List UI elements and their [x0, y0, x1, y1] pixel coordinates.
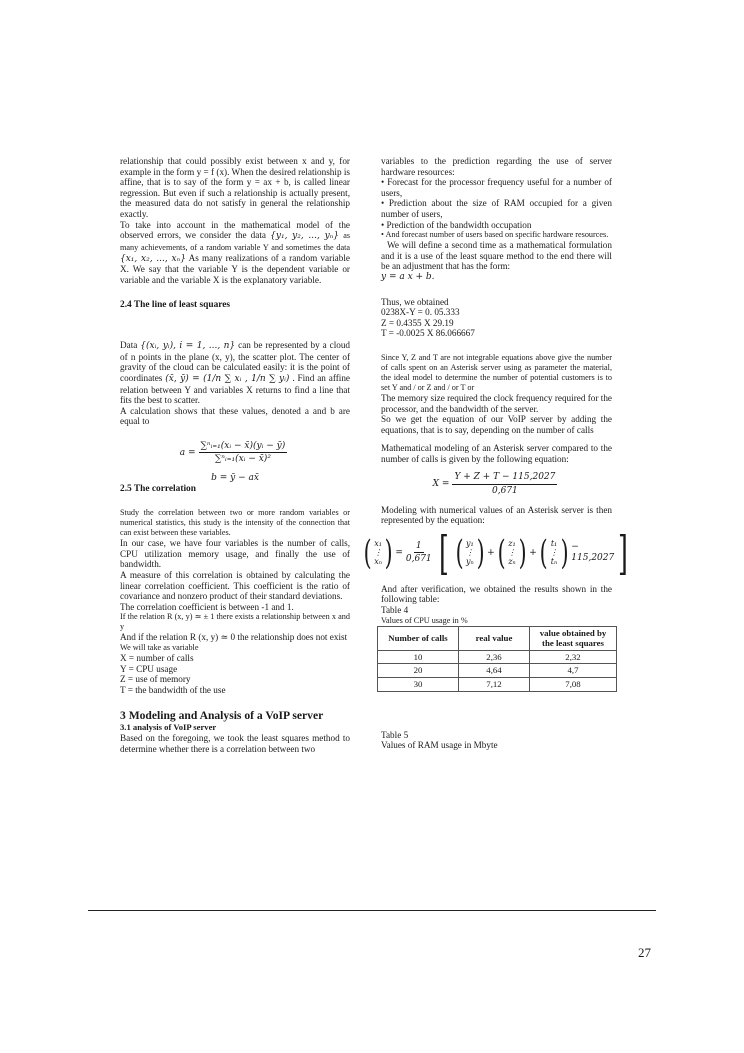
after-paragraph: And after verification, we obtained the results shown in the following table: — [381, 583, 612, 605]
calc-paragraph: A calculation shows that these values, denoted a and b are equal to — [120, 405, 350, 427]
corr-paragraph-f: And if the relation R (x, y) ≃ 0 the relationship does not exist — [120, 632, 348, 643]
errors-set-x: {x₁, x₂, ..., xₙ} — [120, 253, 186, 264]
obtained-item: Z = 0.4355 X 29.19 — [381, 317, 454, 328]
var-item: X = number of calls — [120, 653, 194, 663]
bullet-item: • Prediction of the bandwidth occupation — [381, 219, 532, 230]
errors-text-b: as many achievements, of a random variable Y and sometimes the data — [120, 231, 351, 252]
corr-paragraph-d: The correlation coefficient is between -1 and 1. — [120, 601, 294, 612]
errors-set-y: {y₁, y₂, ..., yₙ} — [270, 231, 340, 242]
equation-x-numerator: Y + Z + T − 115,2027 — [452, 472, 557, 485]
matrix-z-last: zₙ — [508, 557, 516, 567]
right-column — [363, 156, 629, 751]
matrix-equals: = — [395, 547, 403, 558]
table-row — [378, 650, 617, 664]
header-value-obtained: value obtained by the least squares — [530, 626, 617, 650]
equation-a-numerator: ∑ⁿᵢ₌₁(xᵢ − x̄)(yᵢ − ȳ) — [199, 441, 288, 454]
vars-title: We will take as variable — [120, 643, 199, 652]
section-2-4-title: 2.4 The line of least squares — [120, 299, 231, 310]
bullet-item: • And forecast number of users based on specific hardware resources. — [381, 230, 609, 240]
matrix-x-last: xₙ — [374, 557, 382, 567]
header-number-of-calls: Number of calls — [378, 626, 459, 650]
var-item: T = the bandwidth of the use — [120, 684, 226, 695]
continued-paragraph: variables to the prediction regarding the use of server hardware resources: — [381, 156, 612, 177]
math-model-paragraph: Mathematical modeling of an Asterisk server compared to the number of calls is given by the following equation: — [381, 443, 612, 464]
table-cell: 7,12 — [459, 678, 530, 692]
equation-x-denominator: 0,671 — [492, 486, 518, 497]
table-cell: 4,64 — [459, 664, 530, 678]
matrix-y-last: yₙ — [465, 557, 474, 567]
data-text-a: Data — [120, 340, 138, 351]
matrix-plus: + — [487, 547, 495, 558]
matrix-y-first: y₁ — [466, 539, 474, 549]
table-cell: 10 — [378, 650, 459, 664]
table-4-label: Table 4 — [381, 605, 409, 616]
center-of-gravity: (x̄, ȳ) = (1/n ∑ xᵢ , 1/n ∑ yᵢ) — [165, 373, 290, 384]
table-cell: 30 — [378, 678, 459, 692]
matrix-x: ( x₁ ⋮ xₙ ) — [363, 532, 393, 573]
equation-a-denominator: ∑ⁿᵢ₌₁(xᵢ − x̄)² — [214, 454, 271, 465]
header-real-value: real value — [459, 626, 530, 650]
obtained-item: 0238X-Y = 0. 05.333 — [381, 307, 460, 318]
corr-paragraph-a: Study the correlation between two or more random variables or numerical statistics, this study is the intensity of the connection that can exist between these variables. — [120, 508, 350, 538]
matrix-t-first: t₁ — [550, 539, 558, 549]
corr-paragraph-b: In our case, we have four variables is the number of calls, CPU utilization memory usage, and finally the use of bandwidth. — [120, 538, 350, 570]
matrix-y-dots: ⋮ — [465, 548, 474, 558]
table-cell: 2,32 — [530, 650, 617, 664]
matrix-t-last: tₙ — [550, 557, 558, 567]
since-paragraph: Since Y, Z and T are not integrable equations above give the number of calls spent on an Asterisk server using as parameter the material, the ideal model to determine the number of potential customers is to set Y and / or Z and / or T or — [381, 352, 612, 392]
matrix-t: ( t₁ ⋮ tₙ ) — [539, 532, 569, 573]
errors-paragraph — [120, 220, 350, 286]
section-3-1-title: 3.1 analysis of VoIP server — [120, 722, 217, 733]
equation-x-lhs: X = — [432, 479, 450, 490]
matrix-fraction — [406, 541, 432, 565]
data-text-b: can be represented by a cloud of n points in the plane (x, y), the scatter plot. The center of gravity of the cloud can be calculated easily: it is the point of coordinates — [120, 340, 351, 383]
data-set: {(xᵢ, yᵢ), i = 1, ..., n} — [140, 341, 236, 352]
memory-paragraph: The memory size required the clock frequency required for the processor, and the bandwidth of the server. — [381, 392, 612, 414]
table-row — [378, 678, 617, 692]
table-cell: 7,08 — [530, 678, 617, 692]
corr-paragraph-c: A measure of this correlation is obtained by calculating the linear correlation coefficient. This coefficient is the ratio of covariance and nonzero product of their standard deviations. — [120, 570, 350, 602]
table-cell: 20 — [378, 664, 459, 678]
table-cell: 4,7 — [530, 664, 617, 678]
section-3-1-text: Based on the foregoing, we took the least squares method to determine whether there is a correlation between two — [120, 732, 350, 754]
table-5-caption: Values of RAM usage in Mbyte — [381, 740, 498, 751]
data-paragraph — [120, 340, 350, 406]
var-item: Y = CPU usage — [120, 663, 178, 674]
modeling-paragraph: Modeling with numerical values of an Asterisk server is then represented by the equation: — [381, 504, 612, 526]
table-row — [378, 664, 617, 678]
intro-paragraph: relationship that could possibly exist between x and y, for example in the form y = f (x). When the desired relationship is affine, that is to say of the form y = ax + b, is called linear regression. But even if such a relationship is actually present, the measured data do not satisfy in general the relationship exactly. — [120, 156, 350, 219]
page-number: 27 — [638, 945, 651, 960]
var-item: Z = use of memory — [120, 674, 191, 685]
matrix-x-dots: ⋮ — [374, 548, 383, 558]
obtained-title: Thus, we obtained — [381, 296, 449, 307]
matrix-minus-constant: − 115,2027 — [571, 542, 615, 563]
table-cell: 2,36 — [459, 650, 530, 664]
voip-paragraph: So we get the equation of our VoIP server by adding the equations, that is to say, depending on the number of calls — [381, 414, 612, 435]
matrix-x-first: x₁ — [374, 539, 382, 549]
errors-text-a: To take into account in the mathematical model of the observed errors, we consider the data — [120, 219, 350, 241]
form-equation: y = a x + b. — [381, 271, 435, 282]
matrix-z-first: z₁ — [508, 539, 516, 549]
define-paragraph: We will define a second time as a mathematical formulation and it is a use of the least square method to the end there will be an adjustment that has the form: — [381, 240, 612, 272]
matrix-t-dots: ⋮ — [550, 548, 559, 558]
matrix-y: ( y₁ ⋮ yₙ ) — [455, 532, 485, 573]
matrix-z-dots: ⋮ — [507, 548, 516, 558]
equation-x — [381, 472, 612, 496]
equation-a-lhs: a = — [179, 447, 196, 458]
table-5-label: Table 5 — [381, 729, 409, 740]
equation-a — [120, 441, 350, 465]
obtained-item: T = -0.0025 X 86.066667 — [381, 328, 475, 339]
matrix-fraction-numerator: 1 — [414, 541, 424, 554]
bullet-item: • Forecast for the processor frequency useful for a number of users, — [381, 177, 612, 198]
equation-x-fraction — [452, 472, 557, 496]
table-header-row — [378, 626, 617, 650]
bullet-item: • Prediction about the size of RAM occupied for a given number of users, — [381, 198, 612, 219]
matrix-fraction-denominator: 0,671 — [405, 554, 432, 565]
data-text-c: . Find an affine relation between Y and variables X returns to find a line that fits the best to scatter. — [120, 372, 351, 406]
section-2-5-title: 2.5 The correlation — [120, 483, 196, 494]
matrix-plus: + — [529, 547, 537, 558]
errors-text-c: As many realizations of a random variable X. We say that the variable Y is the dependent variable or variable and the variable X is the explanatory variable. — [120, 252, 350, 285]
corr-paragraph-e: If the relation R (x, y) ≃ ± 1 there exists a relationship between x and y — [120, 612, 350, 632]
footer-rule — [88, 910, 656, 911]
equation-b: b = ȳ − ax̄ — [211, 473, 259, 484]
table-4 — [377, 626, 617, 692]
table-4-caption: Values of CPU usage in % — [381, 615, 468, 625]
section-3-title: 3 Modeling and Analysis of a VoIP server — [120, 709, 324, 723]
equation-a-fraction — [199, 441, 288, 465]
matrix-equation: ( x₁ ⋮ xₙ ) = $\frac{1}{0,671}$ [ ( y₁ ⋮ yₙ ) + ( z₁ ⋮ zₙ ) + ( t₁ ⋮ tₙ ) − 115,2027 ] — [381, 530, 612, 576]
matrix-z: ( z₁ ⋮ zₙ ) — [497, 532, 527, 573]
left-column — [120, 156, 350, 754]
